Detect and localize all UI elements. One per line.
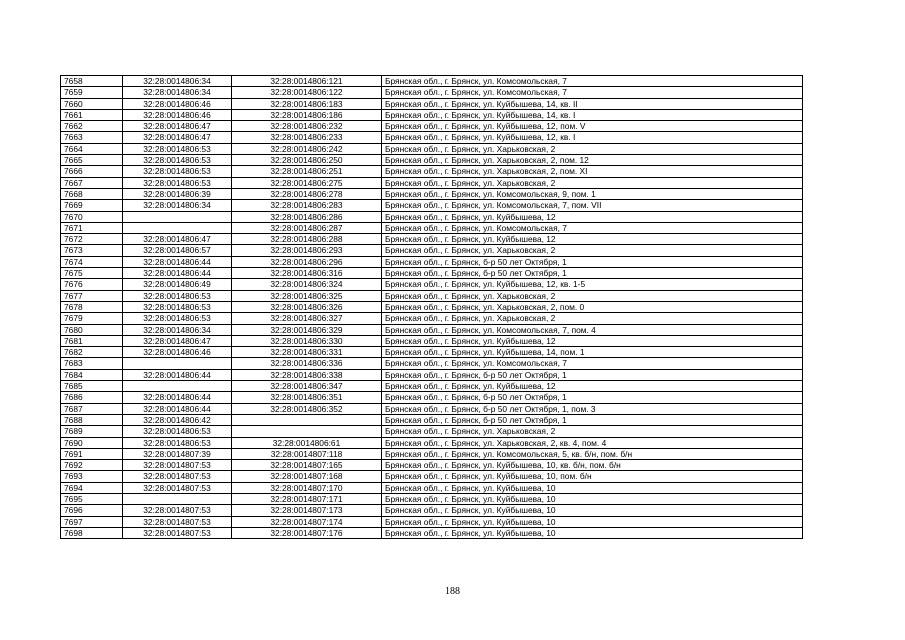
address-cell: Брянская обл., г. Брянск, ул. Куйбышева, 10 — [382, 527, 803, 538]
land-plot-number-cell — [123, 493, 232, 504]
address-cell: Брянская обл., г. Брянск, ул. Комсомольская, 7 — [382, 76, 803, 87]
row-number-cell: 7658 — [61, 76, 123, 87]
object-number-cell: 32:28:0014807:173 — [232, 505, 382, 516]
object-number-cell: 32:28:0014807:165 — [232, 460, 382, 471]
object-number-cell: 32:28:0014807:171 — [232, 493, 382, 504]
table-row — [61, 527, 803, 538]
object-number-cell: 32:28:0014807:176 — [232, 527, 382, 538]
address-cell: Брянская обл., г. Брянск, ул. Куйбышева, 10, кв. б/н, пом. б/н — [382, 460, 803, 471]
address-cell: Брянская обл., г. Брянск, ул. Куйбышева, 12, пом. V — [382, 121, 803, 132]
object-number-cell: 32:28:0014806:352 — [232, 403, 382, 414]
land-plot-number-cell: 32:28:0014806:34 — [123, 200, 232, 211]
land-plot-number-cell: 32:28:0014807:53 — [123, 471, 232, 482]
table-row — [61, 324, 803, 335]
land-plot-number-cell: 32:28:0014807:39 — [123, 448, 232, 459]
page-number: 188 — [445, 586, 460, 597]
row-number-cell: 7688 — [61, 414, 123, 425]
object-number-cell: 32:28:0014806:336 — [232, 358, 382, 369]
row-number-cell: 7685 — [61, 381, 123, 392]
row-number-cell: 7696 — [61, 505, 123, 516]
object-number-cell: 32:28:0014806:251 — [232, 166, 382, 177]
row-number-cell: 7676 — [61, 279, 123, 290]
row-number-cell: 7666 — [61, 166, 123, 177]
land-plot-number-cell: 32:28:0014806:47 — [123, 234, 232, 245]
land-plot-number-cell: 32:28:0014806:46 — [123, 347, 232, 358]
address-cell: Брянская обл., г. Брянск, ул. Харьковская, 2 — [382, 177, 803, 188]
land-plot-number-cell: 32:28:0014806:34 — [123, 87, 232, 98]
object-number-cell: 32:28:0014806:286 — [232, 211, 382, 222]
object-number-cell: 32:28:0014806:283 — [232, 200, 382, 211]
land-plot-number-cell: 32:28:0014806:53 — [123, 290, 232, 301]
object-number-cell: 32:28:0014806:275 — [232, 177, 382, 188]
row-number-cell: 7670 — [61, 211, 123, 222]
land-plot-number-cell: 32:28:0014806:46 — [123, 98, 232, 109]
address-cell: Брянская обл., г. Брянск, ул. Куйбышева, 10 — [382, 482, 803, 493]
land-plot-number-cell: 32:28:0014807:53 — [123, 460, 232, 471]
address-cell: Брянская обл., г. Брянск, ул. Харьковская, 2, кв. 4, пом. 4 — [382, 437, 803, 448]
table-row — [61, 200, 803, 211]
table-row — [61, 347, 803, 358]
object-number-cell: 32:28:0014806:242 — [232, 143, 382, 154]
row-number-cell: 7683 — [61, 358, 123, 369]
land-plot-number-cell: 32:28:0014806:53 — [123, 426, 232, 437]
land-plot-number-cell: 32:28:0014806:44 — [123, 369, 232, 380]
document-table — [60, 75, 802, 539]
address-cell: Брянская обл., г. Брянск, ул. Комсомольская, 7 — [382, 358, 803, 369]
object-number-cell: 32:28:0014806:327 — [232, 313, 382, 324]
land-plot-number-cell: 32:28:0014806:53 — [123, 155, 232, 166]
row-number-cell: 7681 — [61, 335, 123, 346]
address-cell: Брянская обл., г. Брянск, ул. Харьковская, 2 — [382, 245, 803, 256]
object-number-cell: 32:28:0014806:122 — [232, 87, 382, 98]
object-number-cell: 32:28:0014806:293 — [232, 245, 382, 256]
object-number-cell: 32:28:0014806:233 — [232, 132, 382, 143]
address-cell: Брянская обл., г. Брянск, ул. Куйбышева, 14, пом. 1 — [382, 347, 803, 358]
table-row — [61, 426, 803, 437]
object-number-cell: 32:28:0014806:325 — [232, 290, 382, 301]
table-row — [61, 222, 803, 233]
land-plot-number-cell: 32:28:0014806:42 — [123, 414, 232, 425]
table-row — [61, 234, 803, 245]
row-number-cell: 7668 — [61, 188, 123, 199]
object-number-cell: 32:28:0014806:287 — [232, 222, 382, 233]
address-cell: Брянская обл., г. Брянск, ул. Комсомольская, 7 — [382, 87, 803, 98]
land-plot-number-cell: 32:28:0014806:57 — [123, 245, 232, 256]
land-plot-number-cell: 32:28:0014807:53 — [123, 505, 232, 516]
row-number-cell: 7691 — [61, 448, 123, 459]
land-plot-number-cell: 32:28:0014806:47 — [123, 121, 232, 132]
table-row — [61, 87, 803, 98]
land-plot-number-cell: 32:28:0014806:44 — [123, 392, 232, 403]
table-row — [61, 505, 803, 516]
object-number-cell — [232, 414, 382, 425]
address-cell: Брянская обл., г. Брянск, ул. Куйбышева, 10 — [382, 505, 803, 516]
address-cell: Брянская обл., г. Брянск, ул. Куйбышева, 12, кв. 1-5 — [382, 279, 803, 290]
row-number-cell: 7679 — [61, 313, 123, 324]
row-number-cell: 7686 — [61, 392, 123, 403]
object-number-cell: 32:28:0014806:316 — [232, 268, 382, 279]
address-cell: Брянская обл., г. Брянск, б-р 50 лет Октября, 1, пом. 3 — [382, 403, 803, 414]
object-number-cell: 32:28:0014806:330 — [232, 335, 382, 346]
land-plot-number-cell: 32:28:0014806:53 — [123, 177, 232, 188]
land-plot-number-cell: 32:28:0014806:53 — [123, 301, 232, 312]
land-plot-number-cell: 32:28:0014806:34 — [123, 324, 232, 335]
object-number-cell: 32:28:0014806:347 — [232, 381, 382, 392]
table-row — [61, 335, 803, 346]
address-cell: Брянская обл., г. Брянск, ул. Комсомольская, 7 — [382, 222, 803, 233]
table-row — [61, 437, 803, 448]
land-plot-number-cell — [123, 211, 232, 222]
address-cell: Брянская обл., г. Брянск, ул. Комсомольская, 7, пом. VII — [382, 200, 803, 211]
table-row — [61, 188, 803, 199]
address-cell: Брянская обл., г. Брянск, б-р 50 лет Октября, 1 — [382, 414, 803, 425]
table-row — [61, 256, 803, 267]
object-number-cell: 32:28:0014806:338 — [232, 369, 382, 380]
land-plot-number-cell: 32:28:0014806:47 — [123, 132, 232, 143]
row-number-cell: 7669 — [61, 200, 123, 211]
table-row — [61, 177, 803, 188]
row-number-cell: 7662 — [61, 121, 123, 132]
object-number-cell: 32:28:0014806:250 — [232, 155, 382, 166]
object-number-cell: 32:28:0014806:326 — [232, 301, 382, 312]
address-cell: Брянская обл., г. Брянск, ул. Куйбышева, 12, кв. I — [382, 132, 803, 143]
table-row — [61, 76, 803, 87]
land-plot-number-cell: 32:28:0014806:53 — [123, 313, 232, 324]
row-number-cell: 7698 — [61, 527, 123, 538]
row-number-cell: 7675 — [61, 268, 123, 279]
address-cell: Брянская обл., г. Брянск, ул. Куйбышева, 12 — [382, 381, 803, 392]
address-cell: Брянская обл., г. Брянск, ул. Куйбышева, 14, кв. II — [382, 98, 803, 109]
address-cell: Брянская обл., г. Брянск, ул. Харьковская, 2 — [382, 143, 803, 154]
row-number-cell: 7663 — [61, 132, 123, 143]
land-plot-number-cell: 32:28:0014806:44 — [123, 403, 232, 414]
object-number-cell: 32:28:0014806:288 — [232, 234, 382, 245]
table-row — [61, 448, 803, 459]
table-row — [61, 381, 803, 392]
land-plot-number-cell: 32:28:0014807:53 — [123, 482, 232, 493]
object-number-cell: 32:28:0014806:232 — [232, 121, 382, 132]
address-cell: Брянская обл., г. Брянск, б-р 50 лет Октября, 1 — [382, 268, 803, 279]
table-row — [61, 211, 803, 222]
table-row — [61, 460, 803, 471]
table-row — [61, 471, 803, 482]
address-cell: Брянская обл., г. Брянск, ул. Харьковская, 2, пом. 12 — [382, 155, 803, 166]
land-plot-number-cell: 32:28:0014807:53 — [123, 527, 232, 538]
table-row — [61, 392, 803, 403]
object-number-cell: 32:28:0014807:118 — [232, 448, 382, 459]
table-row — [61, 155, 803, 166]
address-cell: Брянская обл., г. Брянск, ул. Харьковская, 2 — [382, 313, 803, 324]
address-cell: Брянская обл., г. Брянск, б-р 50 лет Октября, 1 — [382, 369, 803, 380]
table-row — [61, 301, 803, 312]
table-row — [61, 121, 803, 132]
row-number-cell: 7682 — [61, 347, 123, 358]
row-number-cell: 7672 — [61, 234, 123, 245]
object-number-cell: 32:28:0014807:170 — [232, 482, 382, 493]
land-plot-number-cell: 32:28:0014806:53 — [123, 143, 232, 154]
row-number-cell: 7659 — [61, 87, 123, 98]
land-plot-number-cell — [123, 381, 232, 392]
row-number-cell: 7674 — [61, 256, 123, 267]
object-number-cell: 32:28:0014806:324 — [232, 279, 382, 290]
row-number-cell: 7667 — [61, 177, 123, 188]
row-number-cell: 7671 — [61, 222, 123, 233]
row-number-cell: 7694 — [61, 482, 123, 493]
address-cell: Брянская обл., г. Брянск, ул. Комсомольская, 5, кв. б/н, пом. б/н — [382, 448, 803, 459]
table-row — [61, 132, 803, 143]
table-row — [61, 482, 803, 493]
address-cell: Брянская обл., г. Брянск, ул. Харьковская, 2 — [382, 426, 803, 437]
address-cell: Брянская обл., г. Брянск, ул. Куйбышева, 14, кв. I — [382, 109, 803, 120]
land-plot-number-cell: 32:28:0014806:49 — [123, 279, 232, 290]
table-row — [61, 516, 803, 527]
table-body — [61, 76, 803, 539]
row-number-cell: 7689 — [61, 426, 123, 437]
row-number-cell: 7684 — [61, 369, 123, 380]
land-plot-number-cell: 32:28:0014806:46 — [123, 109, 232, 120]
object-number-cell: 32:28:0014807:174 — [232, 516, 382, 527]
table-row — [61, 290, 803, 301]
table-row — [61, 414, 803, 425]
address-cell: Брянская обл., г. Брянск, б-р 50 лет Октября, 1 — [382, 256, 803, 267]
land-plot-number-cell — [123, 358, 232, 369]
table-row — [61, 109, 803, 120]
object-number-cell: 32:28:0014806:296 — [232, 256, 382, 267]
table-row — [61, 369, 803, 380]
table-row — [61, 358, 803, 369]
address-cell: Брянская обл., г. Брянск, ул. Куйбышева, 10, пом. б/н — [382, 471, 803, 482]
address-cell: Брянская обл., г. Брянск, ул. Харьковская, 2, пом. 0 — [382, 301, 803, 312]
row-number-cell: 7687 — [61, 403, 123, 414]
row-number-cell: 7664 — [61, 143, 123, 154]
address-cell: Брянская обл., г. Брянск, ул. Куйбышева, 12 — [382, 335, 803, 346]
row-number-cell: 7693 — [61, 471, 123, 482]
row-number-cell: 7692 — [61, 460, 123, 471]
land-plot-number-cell: 32:28:0014806:34 — [123, 76, 232, 87]
land-plot-number-cell: 32:28:0014807:53 — [123, 516, 232, 527]
row-number-cell: 7677 — [61, 290, 123, 301]
address-cell: Брянская обл., г. Брянск, ул. Куйбышева, 12 — [382, 234, 803, 245]
row-number-cell: 7697 — [61, 516, 123, 527]
row-number-cell: 7673 — [61, 245, 123, 256]
table-row — [61, 493, 803, 504]
object-number-cell: 32:28:0014807:168 — [232, 471, 382, 482]
table-row — [61, 279, 803, 290]
table-row — [61, 268, 803, 279]
address-cell: Брянская обл., г. Брянск, ул. Комсомольская, 9, пом. 1 — [382, 188, 803, 199]
table-row — [61, 143, 803, 154]
object-number-cell: 32:28:0014806:186 — [232, 109, 382, 120]
address-cell: Брянская обл., г. Брянск, ул. Харьковская, 2, пом. XI — [382, 166, 803, 177]
row-number-cell: 7695 — [61, 493, 123, 504]
row-number-cell: 7660 — [61, 98, 123, 109]
object-number-cell: 32:28:0014806:183 — [232, 98, 382, 109]
object-number-cell: 32:28:0014806:278 — [232, 188, 382, 199]
table-row — [61, 403, 803, 414]
table-row — [61, 313, 803, 324]
row-number-cell: 7665 — [61, 155, 123, 166]
address-cell: Брянская обл., г. Брянск, ул. Куйбышева, 12 — [382, 211, 803, 222]
address-cell: Брянская обл., г. Брянск, ул. Комсомольская, 7, пом. 4 — [382, 324, 803, 335]
land-plot-number-cell: 32:28:0014806:44 — [123, 268, 232, 279]
row-number-cell: 7678 — [61, 301, 123, 312]
land-plot-number-cell — [123, 222, 232, 233]
land-plot-number-cell: 32:28:0014806:44 — [123, 256, 232, 267]
object-number-cell — [232, 426, 382, 437]
object-number-cell: 32:28:0014806:329 — [232, 324, 382, 335]
land-plot-number-cell: 32:28:0014806:47 — [123, 335, 232, 346]
table-row — [61, 98, 803, 109]
land-plot-number-cell: 32:28:0014806:53 — [123, 166, 232, 177]
address-cell: Брянская обл., г. Брянск, б-р 50 лет Октября, 1 — [382, 392, 803, 403]
table-row — [61, 245, 803, 256]
table-row — [61, 166, 803, 177]
object-number-cell: 32:28:0014806:331 — [232, 347, 382, 358]
row-number-cell: 7690 — [61, 437, 123, 448]
land-plot-number-cell: 32:28:0014806:53 — [123, 437, 232, 448]
address-cell: Брянская обл., г. Брянск, ул. Харьковская, 2 — [382, 290, 803, 301]
row-number-cell: 7661 — [61, 109, 123, 120]
object-number-cell: 32:28:0014806:121 — [232, 76, 382, 87]
row-number-cell: 7680 — [61, 324, 123, 335]
address-cell: Брянская обл., г. Брянск, ул. Куйбышева, 10 — [382, 516, 803, 527]
cadastral-table — [60, 75, 803, 539]
object-number-cell: 32:28:0014806:351 — [232, 392, 382, 403]
address-cell: Брянская обл., г. Брянск, ул. Куйбышева, 10 — [382, 493, 803, 504]
land-plot-number-cell: 32:28:0014806:39 — [123, 188, 232, 199]
object-number-cell: 32:28:0014806:61 — [232, 437, 382, 448]
